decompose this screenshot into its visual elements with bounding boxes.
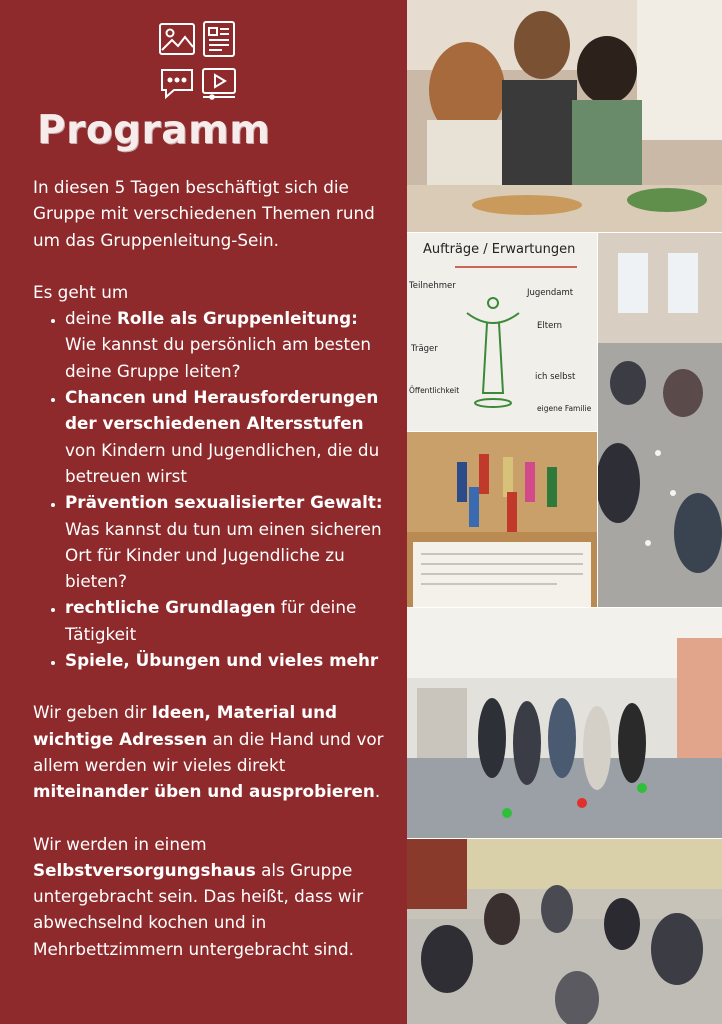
resources-text: Wir geben dir Ideen, Material und wichtige Adressen an die Hand und vor allem werden wir vieles direkt miteinander üben und ausprobieren. [33, 702, 384, 802]
svg-text:Teilnehmer: Teilnehmer [409, 281, 456, 291]
svg-text:eigene Familie: eigene Familie [537, 404, 592, 413]
svg-text:Jugendamt: Jugendamt [527, 288, 574, 298]
list-item: • Spiele, Übungen und vieles mehr [65, 647, 393, 673]
flipchart-title: Aufträge / Erwartungen [423, 242, 576, 257]
svg-text:ich selbst: ich selbst [535, 372, 576, 382]
program-description [33, 174, 393, 962]
image-icon [158, 20, 196, 58]
svg-text:Eltern: Eltern [537, 321, 563, 331]
figurines-photo [407, 432, 597, 607]
chat-icon [158, 64, 196, 102]
video-icon [200, 64, 238, 102]
document-icon [200, 20, 238, 58]
list-item: • Prävention sexualisierter Gewalt: Was kannst du tun um einen sicheren Ort für Kinder und Jugendliche zu bieten? [65, 489, 393, 594]
list-item: • Chancen und Herausforderungen der verschiedenen Altersstufen von Kindern und Jugendlichen, die du betreuen wirst [65, 384, 393, 489]
flipchart-photo [407, 233, 597, 431]
cooking-photo [407, 0, 722, 232]
list-item: • rechtliche Grundlagen für deine Tätigkeit [65, 594, 393, 647]
photo-column [407, 0, 722, 1024]
svg-text:Träger: Träger [411, 344, 438, 354]
topics-list [33, 305, 393, 673]
exercise-photo [407, 608, 722, 838]
circle-photo [407, 839, 722, 1024]
list-item: • deine Rolle als Gruppenleitung: Wie kannst du persönlich am besten deine Gruppe leiten? [65, 305, 393, 384]
intro-text: In diesen 5 Tagen beschäftigt sich die Gruppe mit verschiedenen Themen rund um das Gruppenleitung-Sein. [33, 177, 375, 250]
group-floor-photo [598, 233, 722, 607]
page-title: Programm [37, 108, 271, 153]
topics-lead: Es geht um [33, 281, 129, 302]
housing-text: Wir werden in einem Selbstversorgungshaus als Gruppe untergebracht sein. Das heißt, dass wir abwechselnd kochen und in Mehrbettzimmern untergebracht sind. [33, 833, 364, 959]
svg-text:Öffentlichkeit: Öffentlichkeit [409, 386, 460, 395]
header-icons [158, 20, 240, 102]
